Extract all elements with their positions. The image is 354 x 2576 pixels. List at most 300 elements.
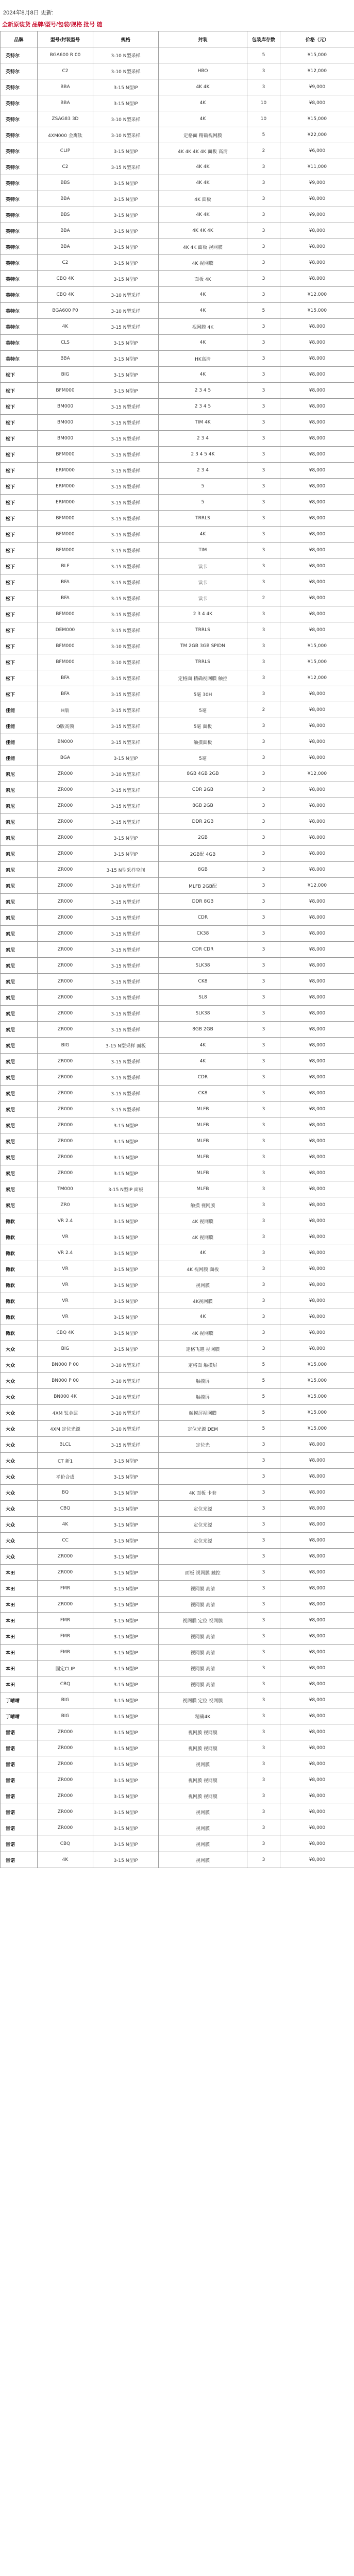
cell-stock: 3 (247, 1229, 280, 1245)
cell-spec: 3-15 N型IP (93, 207, 159, 223)
cell-package: 定格面 触摸屏 (159, 1357, 247, 1373)
cell-model: BFA (38, 590, 93, 606)
cell-stock: 3 (247, 1549, 280, 1565)
cell-package: 2GB配 4GB (159, 846, 247, 862)
cell-stock: 3 (247, 63, 280, 79)
cell-stock: 3 (247, 1756, 280, 1772)
table-row (1, 1006, 354, 1022)
cell-spec: 3-15 N型IP (93, 1213, 159, 1229)
cell-package: CDR 2GB (159, 782, 247, 798)
cell-brand: 松下 (1, 527, 38, 543)
cell-brand: 英特尔 (1, 95, 38, 111)
table-row (1, 750, 354, 766)
cell-stock: 3 (247, 511, 280, 527)
cell-package: 2 3 4 4K (159, 606, 247, 622)
cell-model: ZR000 (38, 798, 93, 814)
cell-price: ¥8,000 (280, 1565, 354, 1581)
table-row (1, 846, 354, 862)
table-row (1, 511, 354, 527)
cell-brand: 微软 (1, 1245, 38, 1261)
cell-stock: 3 (247, 1101, 280, 1117)
cell-brand: 本田 (1, 1676, 38, 1692)
table-row (1, 1341, 354, 1357)
table-row (1, 1517, 354, 1533)
cell-price: ¥15,000 (280, 47, 354, 63)
table-row (1, 479, 354, 495)
cell-brand: 索尼 (1, 894, 38, 910)
cell-model: BBA (38, 95, 93, 111)
cell-spec: 3-15 N型IP (93, 1549, 159, 1565)
cell-package: 视网膜 高清 (159, 1597, 247, 1613)
table-row (1, 1708, 354, 1724)
cell-price: ¥8,000 (280, 686, 354, 702)
table-row (1, 1676, 354, 1692)
cell-model: BFM000 (38, 654, 93, 670)
cell-package: 触摸面板 (159, 734, 247, 750)
table-row (1, 143, 354, 159)
cell-model: ZR000 (38, 942, 93, 958)
cell-brand: 大众 (1, 1485, 38, 1501)
cell-spec: 3-15 N型采样 (93, 1070, 159, 1086)
cell-stock: 3 (247, 527, 280, 543)
cell-stock: 3 (247, 1437, 280, 1453)
cell-model: BN000 P 00 (38, 1373, 93, 1389)
cell-stock: 3 (247, 782, 280, 798)
cell-spec: 3-10 N型采样 (93, 287, 159, 303)
cell-model: DEM000 (38, 622, 93, 638)
cell-spec: 3-15 N型IP (93, 846, 159, 862)
cell-package: MLFB (159, 1133, 247, 1149)
cell-price: ¥15,000 (280, 1421, 354, 1437)
cell-spec: 3-15 N型采样 (93, 543, 159, 558)
cell-price: ¥8,000 (280, 1533, 354, 1549)
cell-spec: 3-15 N型采样 (93, 1054, 159, 1070)
cell-price: ¥22,000 (280, 127, 354, 143)
table-row (1, 47, 354, 63)
table-row (1, 654, 354, 670)
cell-model: BN000 P 00 (38, 1357, 93, 1373)
cell-stock: 3 (247, 1213, 280, 1229)
cell-package: 8GB 2GB (159, 1022, 247, 1038)
cell-price: ¥8,000 (280, 1788, 354, 1804)
cell-brand: 索尼 (1, 878, 38, 894)
cell-spec: 3-15 N型IP (93, 1708, 159, 1724)
cell-spec: 3-15 N型采样 (93, 1006, 159, 1022)
cell-package (159, 1453, 247, 1469)
table-row (1, 1724, 354, 1740)
cell-model: ZR000 (38, 1565, 93, 1581)
table-row (1, 1645, 354, 1660)
cell-package: 触摸屏 (159, 1373, 247, 1389)
cell-package: 视网膜 定位 视网膜 (159, 1692, 247, 1708)
table-row (1, 1772, 354, 1788)
cell-price: ¥8,000 (280, 271, 354, 287)
cell-brand: 索尼 (1, 1181, 38, 1197)
cell-stock: 3 (247, 495, 280, 511)
cell-brand: 松下 (1, 543, 38, 558)
cell-brand: 索尼 (1, 1038, 38, 1054)
cell-package: 5 (159, 479, 247, 495)
cell-model: FMR (38, 1645, 93, 1660)
cell-model: BFA (38, 670, 93, 686)
cell-model: TM000 (38, 1181, 93, 1197)
cell-spec: 3-15 N型采样 (93, 814, 159, 830)
table-row (1, 1629, 354, 1645)
cell-model: BIG (38, 367, 93, 383)
cell-spec: 3-15 N型IP (93, 1724, 159, 1740)
cell-package: 定格面 精确视网膜 触控 (159, 670, 247, 686)
cell-spec: 3-15 N型IP (93, 830, 159, 846)
cell-brand: 英特尔 (1, 191, 38, 207)
table-row (1, 734, 354, 750)
cell-package (159, 47, 247, 63)
cell-model: BM000 (38, 431, 93, 447)
cell-stock: 3 (247, 1581, 280, 1597)
table-row (1, 399, 354, 415)
cell-brand: 大众 (1, 1549, 38, 1565)
cell-package: 触摸 视网膜 (159, 1197, 247, 1213)
table-row (1, 1740, 354, 1756)
cell-package: 4K (159, 1309, 247, 1325)
cell-brand: 英特尔 (1, 47, 38, 63)
cell-spec: 3-15 N型采样 (93, 447, 159, 463)
cell-brand: 索尼 (1, 942, 38, 958)
cell-spec: 3-15 N型采样 (93, 431, 159, 447)
cell-spec: 3-15 N型IP (93, 351, 159, 367)
cell-model: BIG (38, 1708, 93, 1724)
cell-price: ¥8,000 (280, 495, 354, 511)
cell-brand: 大众 (1, 1437, 38, 1453)
cell-brand: 佳能 (1, 718, 38, 734)
cell-package: 视网膜 高清 (159, 1629, 247, 1645)
cell-model: BIG (38, 1038, 93, 1054)
cell-model: BN000 4K (38, 1389, 93, 1405)
table-row (1, 958, 354, 974)
cell-model: Q版高频 (38, 718, 93, 734)
cell-model: ZR000 (38, 894, 93, 910)
cell-brand: 索尼 (1, 1149, 38, 1165)
table-row (1, 942, 354, 958)
table-row (1, 255, 354, 271)
table-row (1, 1597, 354, 1613)
table-row (1, 1054, 354, 1070)
cell-spec: 3-15 N型IP (93, 1133, 159, 1149)
cell-brand: 雷诺 (1, 1788, 38, 1804)
cell-stock: 3 (247, 399, 280, 415)
cell-spec: 3-15 N型IP (93, 223, 159, 239)
cell-model: BFM000 (38, 638, 93, 654)
cell-model: BQ (38, 1485, 93, 1501)
cell-brand: 大众 (1, 1453, 38, 1469)
cell-stock: 3 (247, 1533, 280, 1549)
cell-price: ¥15,000 (280, 1389, 354, 1405)
cell-price: ¥8,000 (280, 990, 354, 1006)
table-row (1, 1261, 354, 1277)
cell-brand: 英特尔 (1, 207, 38, 223)
cell-stock: 3 (247, 846, 280, 862)
table-row (1, 1820, 354, 1836)
cell-brand: 英特尔 (1, 303, 38, 319)
cell-price: ¥8,000 (280, 431, 354, 447)
table-row (1, 1197, 354, 1213)
cell-stock: 3 (247, 1485, 280, 1501)
cell-stock: 3 (247, 1565, 280, 1581)
cell-price: ¥8,000 (280, 1309, 354, 1325)
cell-stock: 3 (247, 1261, 280, 1277)
cell-brand: 索尼 (1, 862, 38, 878)
cell-package: 视网膜 (159, 1804, 247, 1820)
cell-package: 视网膜 视网膜 (159, 1772, 247, 1788)
table-row (1, 1692, 354, 1708)
cell-brand: 大众 (1, 1501, 38, 1517)
table-row (1, 1293, 354, 1309)
cell-package: 8GB 2GB (159, 798, 247, 814)
cell-brand: 雷诺 (1, 1836, 38, 1852)
cell-price: ¥8,000 (280, 1133, 354, 1149)
table-row (1, 1437, 354, 1453)
cell-brand: 英特尔 (1, 335, 38, 351)
cell-package: MLFB (159, 1165, 247, 1181)
cell-model: ZR000 (38, 846, 93, 862)
cell-stock: 3 (247, 1181, 280, 1197)
cell-brand: 松下 (1, 495, 38, 511)
cell-stock: 3 (247, 1293, 280, 1309)
cell-model: BBA (38, 239, 93, 255)
table-row (1, 558, 354, 574)
cell-package: CDR (159, 1070, 247, 1086)
cell-stock: 3 (247, 1341, 280, 1357)
column-header-stock: 包装库存数 (247, 31, 280, 47)
cell-brand: 松下 (1, 606, 38, 622)
cell-model: ZR000 (38, 1086, 93, 1101)
cell-price: ¥8,000 (280, 239, 354, 255)
table-row (1, 239, 354, 255)
cell-spec: 3-10 N型采样 (93, 1421, 159, 1437)
column-header-package: 封装 (159, 31, 247, 47)
cell-brand: 丁晴晴 (1, 1708, 38, 1724)
table-row (1, 1070, 354, 1086)
cell-brand: 本田 (1, 1565, 38, 1581)
cell-price: ¥8,000 (280, 1708, 354, 1724)
cell-spec: 3-15 N型IP (93, 1501, 159, 1517)
cell-model: BBA (38, 223, 93, 239)
cell-model: VR (38, 1293, 93, 1309)
column-header-spec: 规格 (93, 31, 159, 47)
cell-stock: 3 (247, 814, 280, 830)
cell-model: BGA600 P0 (38, 303, 93, 319)
cell-package: 5 (159, 495, 247, 511)
cell-model: BM000 (38, 415, 93, 431)
cell-model: BFM000 (38, 511, 93, 527)
cell-model: 固定CLIP (38, 1660, 93, 1676)
cell-stock: 3 (247, 1517, 280, 1533)
cell-brand: 大众 (1, 1389, 38, 1405)
cell-package: 4K (159, 335, 247, 351)
cell-brand: 松下 (1, 686, 38, 702)
cell-spec: 3-15 N型采样 (93, 1022, 159, 1038)
cell-package: SL8 (159, 990, 247, 1006)
cell-stock: 3 (247, 926, 280, 942)
cell-spec: 3-15 N型IP (93, 191, 159, 207)
cell-stock: 3 (247, 479, 280, 495)
table-row (1, 1101, 354, 1117)
cell-spec: 3-15 N型采样 (93, 670, 159, 686)
cell-model: VR (38, 1229, 93, 1245)
cell-model: 4XM 定位光源 (38, 1421, 93, 1437)
cell-model: ZR000 (38, 1740, 93, 1756)
cell-spec: 3-15 N型IP (93, 1629, 159, 1645)
cell-brand: 本田 (1, 1597, 38, 1613)
cell-package: 精确4K (159, 1708, 247, 1724)
cell-model: CBQ (38, 1501, 93, 1517)
cell-stock: 3 (247, 622, 280, 638)
cell-brand: 佳能 (1, 702, 38, 718)
table-row (1, 1165, 354, 1181)
table-row (1, 814, 354, 830)
cell-package: 4K (159, 303, 247, 319)
table-row (1, 1453, 354, 1469)
cell-package: 4K 视网膜 (159, 1229, 247, 1245)
cell-stock: 2 (247, 143, 280, 159)
cell-spec: 3-10 N型采样 (93, 638, 159, 654)
cell-price: ¥8,000 (280, 1022, 354, 1038)
table-row (1, 111, 354, 127)
cell-package: MLFB 2GB配 (159, 878, 247, 894)
cell-brand: 微软 (1, 1213, 38, 1229)
cell-spec: 3-15 N型采样 (93, 319, 159, 335)
cell-model: ERM000 (38, 463, 93, 479)
cell-model: ZR000 (38, 926, 93, 942)
cell-spec: 3-15 N型采样 (93, 718, 159, 734)
cell-model: H版 (38, 702, 93, 718)
cell-price: ¥12,000 (280, 63, 354, 79)
cell-package: TRRLS (159, 511, 247, 527)
cell-stock: 3 (247, 606, 280, 622)
cell-stock: 3 (247, 1501, 280, 1517)
table-row (1, 606, 354, 622)
cell-price: ¥8,000 (280, 1245, 354, 1261)
cell-stock: 3 (247, 1245, 280, 1261)
cell-brand: 本田 (1, 1629, 38, 1645)
cell-spec: 3-15 N型采样 (93, 574, 159, 590)
table-row (1, 463, 354, 479)
cell-spec: 3-15 N型IP (93, 1261, 159, 1277)
cell-price: ¥15,000 (280, 1357, 354, 1373)
cell-stock: 2 (247, 702, 280, 718)
cell-model: BN000 (38, 734, 93, 750)
cell-price: ¥9,000 (280, 79, 354, 95)
cell-model: CBQ 4K (38, 271, 93, 287)
table-row (1, 1581, 354, 1597)
cell-price: ¥8,000 (280, 830, 354, 846)
cell-price: ¥8,000 (280, 1549, 354, 1565)
cell-stock: 3 (247, 670, 280, 686)
cell-model: ERM000 (38, 479, 93, 495)
cell-spec: 3-15 N型IP (93, 1660, 159, 1676)
cell-brand: 索尼 (1, 846, 38, 862)
cell-brand: 微软 (1, 1293, 38, 1309)
cell-stock: 3 (247, 1197, 280, 1213)
cell-spec: 3-15 N型采样 (93, 159, 159, 175)
cell-price: ¥8,000 (280, 1006, 354, 1022)
cell-stock: 3 (247, 1788, 280, 1804)
cell-price: ¥8,000 (280, 1629, 354, 1645)
cell-package: TIM (159, 543, 247, 558)
cell-stock: 3 (247, 974, 280, 990)
cell-spec: 3-10 N型采样 (93, 766, 159, 782)
cell-model: ZR000 (38, 1165, 93, 1181)
table-row (1, 79, 354, 95)
cell-package: 4K (159, 527, 247, 543)
cell-price: ¥8,000 (280, 1517, 354, 1533)
cell-model: CLIP (38, 143, 93, 159)
cell-spec: 3-15 N型IP (93, 271, 159, 287)
cell-brand: 英特尔 (1, 175, 38, 191)
cell-stock: 3 (247, 1724, 280, 1740)
cell-package: 视网膜 (159, 1836, 247, 1852)
cell-price: ¥8,000 (280, 399, 354, 415)
cell-spec: 3-10 N型采样 (93, 1389, 159, 1405)
cell-package: 视网膜 4K (159, 319, 247, 335)
cell-stock: 3 (247, 654, 280, 670)
cell-model: ZR000 (38, 1804, 93, 1820)
cell-spec: 3-15 N型采样 (93, 990, 159, 1006)
table-row (1, 95, 354, 111)
cell-package: 视网膜 定位 视网膜 (159, 1613, 247, 1629)
cell-stock: 3 (247, 878, 280, 894)
cell-brand: 索尼 (1, 766, 38, 782)
cell-stock: 3 (247, 718, 280, 734)
cell-spec: 3-15 N型IP (93, 1341, 159, 1357)
table-row (1, 830, 354, 846)
cell-spec: 3-15 N型IP (93, 1676, 159, 1692)
cell-spec: 3-15 N型采样 (93, 926, 159, 942)
cell-model: CT 新1 (38, 1453, 93, 1469)
cell-stock: 3 (247, 191, 280, 207)
cell-stock: 3 (247, 862, 280, 878)
cell-price: ¥8,000 (280, 1453, 354, 1469)
cell-package: 4K (159, 1245, 247, 1261)
cell-brand: 微软 (1, 1229, 38, 1245)
cell-model: 4K (38, 1517, 93, 1533)
cell-spec: 3-15 N型IP (93, 1772, 159, 1788)
cell-price: ¥8,000 (280, 255, 354, 271)
cell-price: ¥8,000 (280, 1229, 354, 1245)
cell-price: ¥8,000 (280, 1820, 354, 1836)
cell-price: ¥8,000 (280, 1692, 354, 1708)
cell-package: 触摸屏视网膜 (159, 1405, 247, 1421)
cell-price: ¥8,000 (280, 590, 354, 606)
cell-spec: 3-15 N型IP (93, 143, 159, 159)
cell-spec: 3-15 N型IP (93, 1485, 159, 1501)
cell-stock: 3 (247, 1469, 280, 1485)
cell-spec: 3-15 N型IP (93, 1277, 159, 1293)
cell-package: 4K 4K 面板 视网膜 (159, 239, 247, 255)
cell-price: ¥8,000 (280, 1581, 354, 1597)
cell-package: MLFB (159, 1149, 247, 1165)
cell-package: 读卡 (159, 590, 247, 606)
cell-spec: 3-15 N型IP (93, 1597, 159, 1613)
cell-package: 4K 4K (159, 159, 247, 175)
table-row (1, 271, 354, 287)
cell-package: 4K 面板 卡套 (159, 1485, 247, 1501)
cell-model: BFA (38, 686, 93, 702)
cell-model: CBQ 4K (38, 1325, 93, 1341)
cell-stock: 3 (247, 255, 280, 271)
cell-spec: 3-15 N型IP (93, 1756, 159, 1772)
cell-spec: 3-15 N型IP (93, 79, 159, 95)
cell-spec: 3-15 N型采样 (93, 495, 159, 511)
